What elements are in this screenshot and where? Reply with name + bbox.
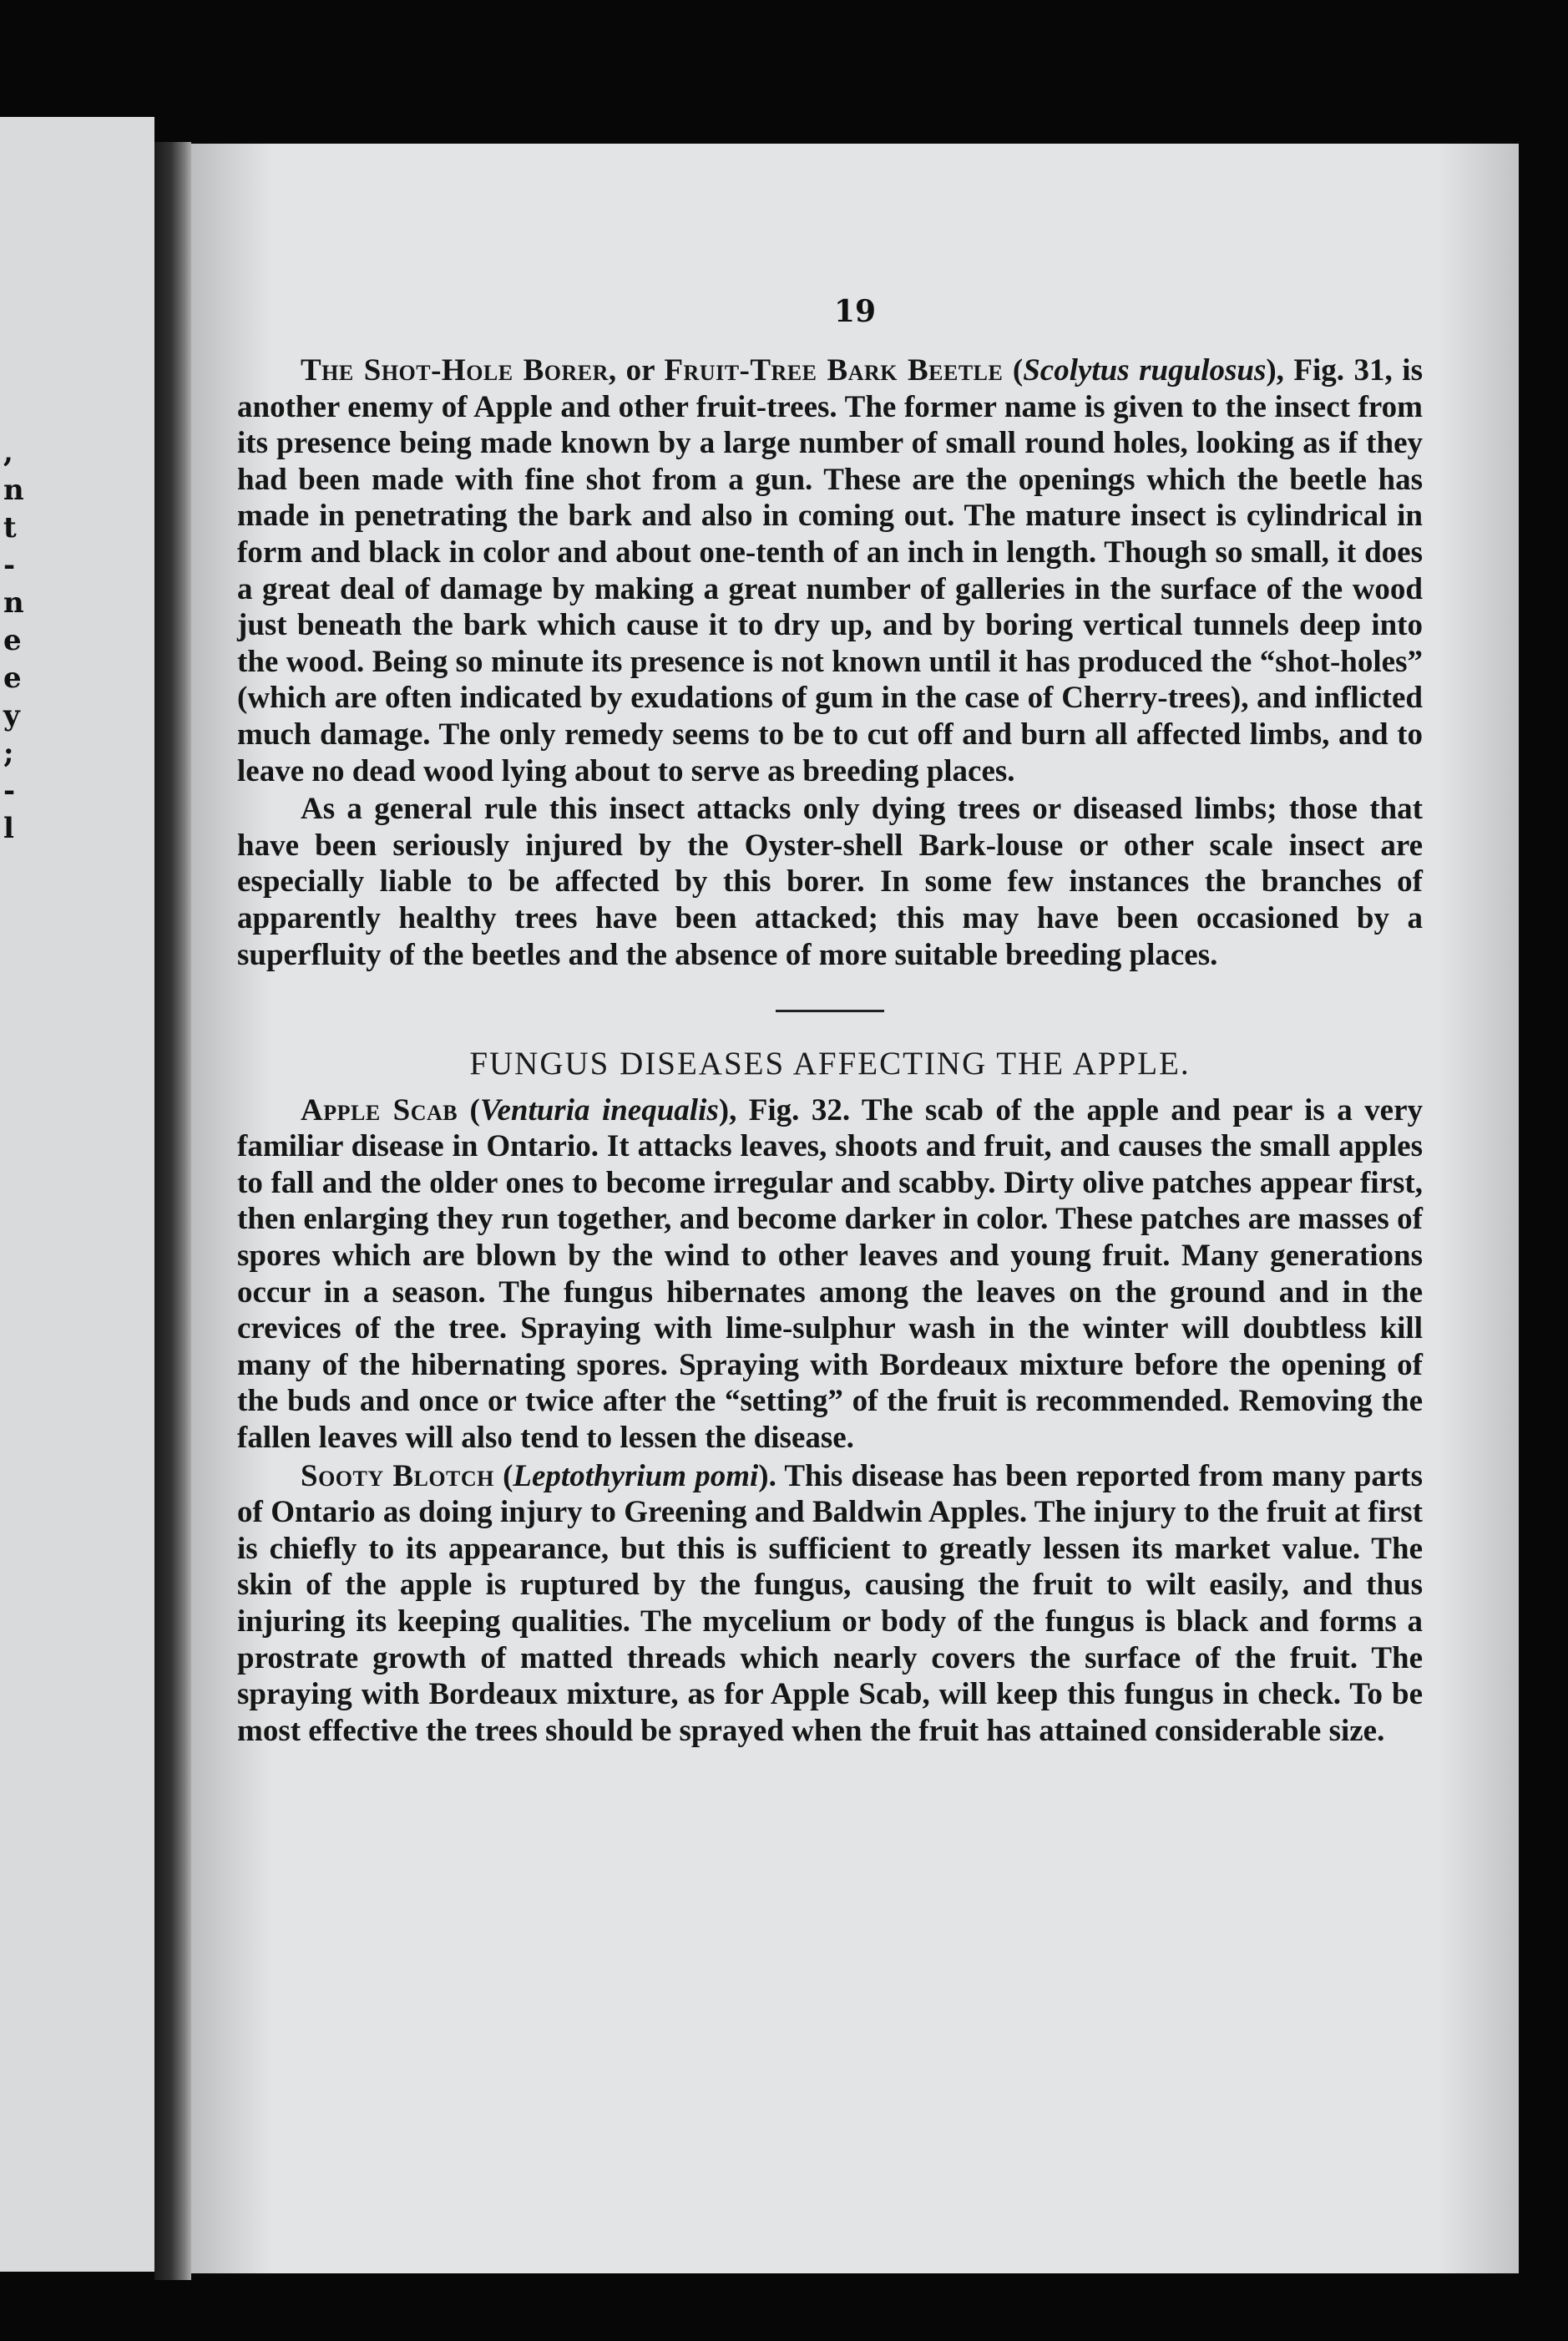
paragraph-text: ). This disease has been reported from many parts of Ontario as doing injury to Greening and Baldwin Apples. The injury to the fruit at first is chiefly to its appearance, but this is sufficient to greatly lessen its market value. The skin of the apple is ruptured by the fungus, causing the fruit to wilt easily, and thus injuring its keeping qualities. The mycelium or body of the fungus is black and forms a prostrate growth of matted threads which nearly covers the surface of the fruit. The spraying with Bordeaux mixture, as for Apple Scab, will keep this fungus in check. To be most effective the trees should be sprayed when the fruit has attained considerable size. (237, 1458, 1423, 1748)
book-page (191, 144, 1519, 2273)
paragraph-text: ), Fig. 32. The scab of the apple and pear is a very familiar disease in Ontario. It attacks leaves, shoots and fruit, and causes the small apples to fall and the older ones to become irregular and scabby. Dirty olive patches appear first, then enlarging they run together, and become darker in color. These patches are masses of spores which are blown by the wind to other leaves and young fruit. Many generations occur in a season. The fungus hibernates among the leaves on the ground and in the crevices of the tree. Spraying with lime-sulphur wash in the winter will doubtless kill many of the hibernating spores. Spraying with Bordeaux mixture before the opening of the buds and once or twice after the “setting” of the fruit is recommended. Removing the fallen leaves will also tend to lessen the disease. (237, 1092, 1423, 1456)
open-paren: ( (493, 1458, 513, 1493)
sooty-blotch-paragraph (237, 1458, 1423, 1750)
book-gutter (154, 142, 191, 2280)
left-fragment: ; (3, 737, 14, 770)
section-heading: FUNGUS DISEASES AFFECTING THE APPLE. (469, 1046, 1191, 1082)
paragraph-text: ), Fig. 31, is another enemy of Apple and other fruit-trees. The former name is given to the insect from its presence being made known by a large number of small round holes, looking as if they had been made with fine shot from a gun. These are the openings which the beetle has made in penetrating the bark and also in coming out. The mature insect is cylindrical in form and black in color and about one-tenth of an inch in length. Though so small, it does a great deal of damage by making a great number of galleries in the surface of the wood just beneath the bark which cause it to dry up, and by boring vertical tunnels deep into the wood. Being so minute its presence is not known until it has produced the “shot-holes” (which are often indicated by exudations of gum in the case of Cherry-trees), and inflicted much damage. The only remedy seems to be to cut off and burn all affected limbs, and to leave no dead wood lying about to serve as breeding places. (237, 353, 1423, 788)
left-page-edge (0, 117, 154, 2272)
left-fragment: y (3, 699, 20, 732)
general-rule-paragraph: As a general rule this insect attacks only dying trees or diseased limbs; those that have been seriously injured by the Oyster-shell Bark-louse or other scale insect are especially liable to be affected by this borer. In some few instances the branches of apparently healthy trees have been attacked; this may have been occasioned by a superfluity of the beetles and the absence of more suitable breeding places. (237, 792, 1423, 972)
left-fragment: t (3, 511, 17, 545)
left-fragment: e (3, 624, 22, 657)
page-body (237, 352, 1423, 1749)
disease-name: Sooty Blotch (301, 1458, 494, 1493)
left-fragment: , (3, 436, 13, 469)
page-number: 19 (833, 294, 877, 329)
species-name: Leptothyrium pomi (513, 1458, 759, 1493)
left-fragment: n (3, 586, 24, 620)
left-fragment: n (3, 474, 24, 507)
name-connector: , or (608, 353, 665, 388)
shot-hole-borer-paragraph (237, 352, 1423, 789)
section-divider (776, 1010, 884, 1012)
species-name: Venturia inequalis (479, 1092, 719, 1127)
left-fragment: - (3, 549, 16, 582)
left-page-fragments (3, 434, 24, 848)
pest-alt-name: Fruit-Tree Bark Beetle (664, 353, 1004, 388)
species-name: Scolytus rugulosus (1023, 353, 1267, 388)
disease-name: Apple Scab (301, 1092, 458, 1127)
apple-scab-paragraph (237, 1092, 1423, 1457)
open-paren: ( (458, 1092, 480, 1127)
left-fragment: l (3, 812, 14, 845)
left-fragment: - (3, 774, 16, 808)
left-fragment: e (3, 661, 22, 695)
open-paren: ( (1003, 353, 1024, 388)
pest-name: The Shot-Hole Borer (301, 353, 609, 388)
